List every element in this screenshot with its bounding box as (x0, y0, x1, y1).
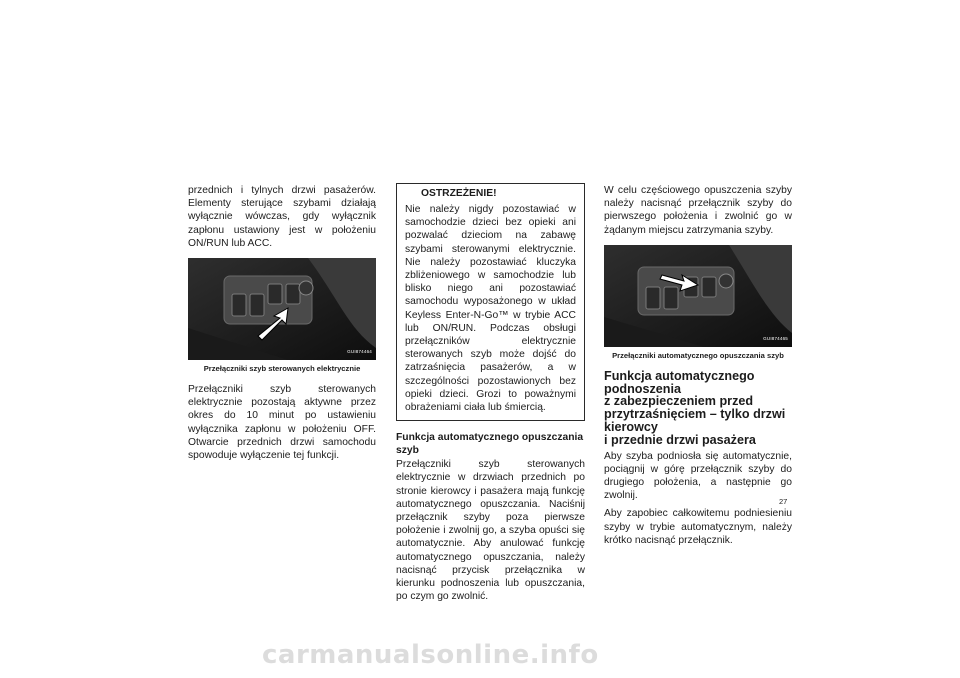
intro-paragraph: przednich i tylnych drzwi pasażerów. Elementy sterujące szybami działają wyłącznie wówczas, gdy wyłącznik zapłonu ustawiony jest w położeniu ON/RUN lub ACC. (188, 185, 376, 249)
window-switch-photo (188, 258, 376, 360)
figure-caption: Przełączniki automatycznego opuszczania szyb (612, 350, 784, 360)
watermark: carmanualsonline.info (262, 640, 599, 670)
warning-body: Nie należy nigdy pozostawiać w samochodzie dzieci bez opieki ani pozwalać dzieciom na zabawę szybami sterowanymi elektrycznie. Nie należy pozostawiać kluczyka zbliżeniowego w samochodzie lub blisko niego ani pozostawiać samochodu wyposażonego w układ Keyless Enter-N-Go™ w trybie ACC lub ON/RUN. Podczas obsługi przełączników elektrycznie sterowanych szyb może dojść do zatrzaśnięcia pasażerów, a w szczególności pozostawionych bez opieki dzieci. Grozi to poważnymi obrażeniami ciała lub śmiercią. (405, 204, 576, 414)
column-right (604, 184, 792, 552)
section-heading: Funkcja automatycznego opuszczania szyb (396, 432, 584, 457)
auto-down-switch-photo (604, 245, 792, 347)
body-paragraph-1: Aby szyba podniosła się automatycznie, pociągnij w górę przełącznik szyby do drugiego położenia, a następnie go zwolnij. (604, 450, 792, 502)
intro-paragraph: W celu częściowego opuszczenia szyby należy nacisnąć przełącznik szyby do pierwszego położenia i zwolnić go w żądanym miejscu zatrzymania szyby. (604, 185, 792, 236)
figure-code: GUI874465 (763, 335, 788, 341)
warning-title: OSTRZEŻENIE! (421, 188, 497, 199)
warning-box (396, 183, 585, 421)
page-number: 27 (779, 497, 788, 506)
figure-code: GUI874464 (347, 348, 372, 354)
section-heading: Funkcja automatycznego podnoszenia z zabezpieczeniem przed przytrzaśnięciem – tylko drzwi kierowcy i przednie drzwi pasażera (604, 368, 786, 447)
body-paragraph: Przełączniki szyb sterowanych elektrycznie pozostają aktywne przez okres do 10 minut po ustawieniu wyłącznika zapłonu w położeniu OFF. Otwarcie przednich drzwi samochodu spowoduje wyłączenie tej funkcji. (188, 384, 376, 462)
figure-caption: Przełączniki szyb sterowanych elektrycznie (203, 364, 361, 374)
body-paragraph-2: Aby zapobiec całkowitemu podniesieniu szyby w trybie automatycznym, należy krótko nacisnąć przełącznik. (604, 508, 792, 546)
body-paragraph: Przełączniki szyb sterowanych elektrycznie w drzwiach przednich po stronie kierowcy i pasażera mają funkcję automatycznego opuszczania. Naciśnij przełącznik szyby poza pierwsze położenie i zwolnij go, a szyba opuści się automatycznie. Aby anulować funkcję automatycznego opuszczania, należy nacisnąć przycisk przełącznika w kierunku podnoszenia lub opuszczania, po czym go zwolnić. (396, 459, 585, 603)
column-middle (396, 183, 585, 608)
column-left (188, 184, 376, 467)
